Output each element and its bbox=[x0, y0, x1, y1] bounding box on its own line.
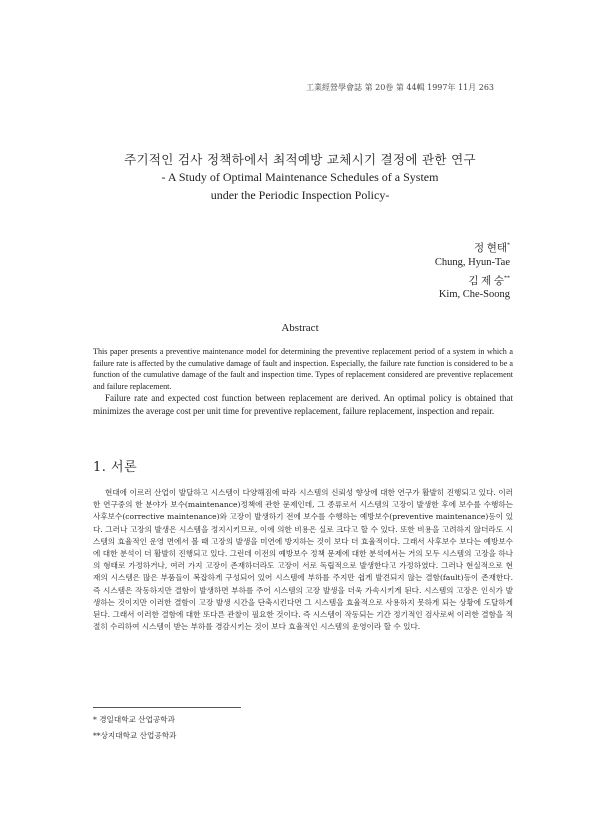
section-heading: 1. 서론 bbox=[93, 460, 138, 475]
footnote-1: * 경일대학교 산업공학과 bbox=[93, 715, 175, 724]
author1-english: Chung, Hyun-Tae bbox=[434, 257, 510, 268]
title-english-line2: under the Periodic Inspection Policy- bbox=[210, 188, 390, 202]
abstract-paragraph-1: This paper presents a preventive maintenance model for determining the preventive replacement period of a system in which a failure rate is affected by the cumulative damage of fault and inspection. Especially, the failure rate function is considered to be a function of the cumulative damage of the fault and inspection time. Types of replacement considered are preventive replacement and failure replacement. bbox=[93, 347, 513, 391]
abstract-body bbox=[93, 346, 513, 417]
author2-korean: 김 제 숭** bbox=[468, 275, 510, 287]
author2-english: Kim, Che-Soong bbox=[438, 289, 510, 300]
footnote-rule bbox=[93, 707, 241, 708]
section-body bbox=[93, 487, 513, 633]
title-english-line1: - A Study of Optimal Maintenance Schedules of a System bbox=[161, 170, 439, 184]
abstract-paragraph-2: Failure rate and expected cost function between replacement are derived. An optimal policy is obtained that minimizes the average cost per unit time for preventive replacement, failure replacement, inspection and repair. bbox=[93, 393, 513, 416]
journal-header: 工業經營學會誌 第 20卷 第 44輯 1997年 11月 263 bbox=[306, 83, 494, 92]
author1-korean: 정 현태* bbox=[473, 242, 510, 254]
abstract-heading: Abstract bbox=[281, 322, 319, 334]
footnote-2: **상지대학교 산업공학과 bbox=[93, 731, 177, 740]
section-paragraph: 현대에 이르러 산업이 발달하고 시스템이 다양해짐에 따라 시스템의 신뢰성 향상에 대한 연구가 활발히 진행되고 있다. 이러한 연구중의 한 분야가 보수(maintenance)정책에 관한 문제인데, 그 종류로서 시스템의 고장이 발생한 후에 보수를 수행하는 사후보수(corrective maintenance)와 고장이 발생하기 전에 보수를 수행하는 예방보수(preventive maintenance)등이 있다. 그러나 고장의 발생은 시스템을 정지시키므로, 이에 의한 비용은 실로 크다고 할 수 있다. 또한 비용을 고려하지 않더라도 시스템의 효율적인 운영 면에서 볼 때 고장의 발생을 미연에 방지하는 것이 보다 더 효율적이다. 그래서 사후보수 보다는 예방보수에 대한 분석이 더 활발히 진행되고 있다. 그런데 이전의 예방보수 정책 문제에 대한 분석에서는 거의 모두 시스템의 고장을 하나의 형태로 가정하거나, 여러 가지 고장이 존재하더라도 고장이 서로 독립적으로 발생한다고 가정하였다. 그러나 현실적으로 현재의 시스템은 많은 부품들이 복잡하게 구성되어 있어 시스템에 부하를 주지만 쉽게 발견되지 않는 결함(fault)등이 존재한다. 즉 시스템은 작동하지만 결함이 발생하면 부하를 주어 시스템의 고장 발생을 더욱 가속시키게 된다. 시스템의 고장은 인식가 발생하는 것이지만 이러한 결함이 고장 발생 시간을 단축시킨다면 그 시스템을 효율적으로 사용하지 못하게 되는 상황에 도달하게 된다. 그래서 이러한 결함에 대한 또다른 관찰이 필요한 것이다. 즉 시스템이 작동되는 기간 정기적인 검사로써 이러한 결함을 적절히 수리하여 시스템이 받는 부하를 경감시키는 것이 보다 효율적인 시스템의 운영이라 할 수 있다. bbox=[93, 488, 513, 632]
title-korean: 주기적인 검사 정책하에서 최적예방 교체시기 결정에 관한 연구 bbox=[124, 152, 476, 167]
